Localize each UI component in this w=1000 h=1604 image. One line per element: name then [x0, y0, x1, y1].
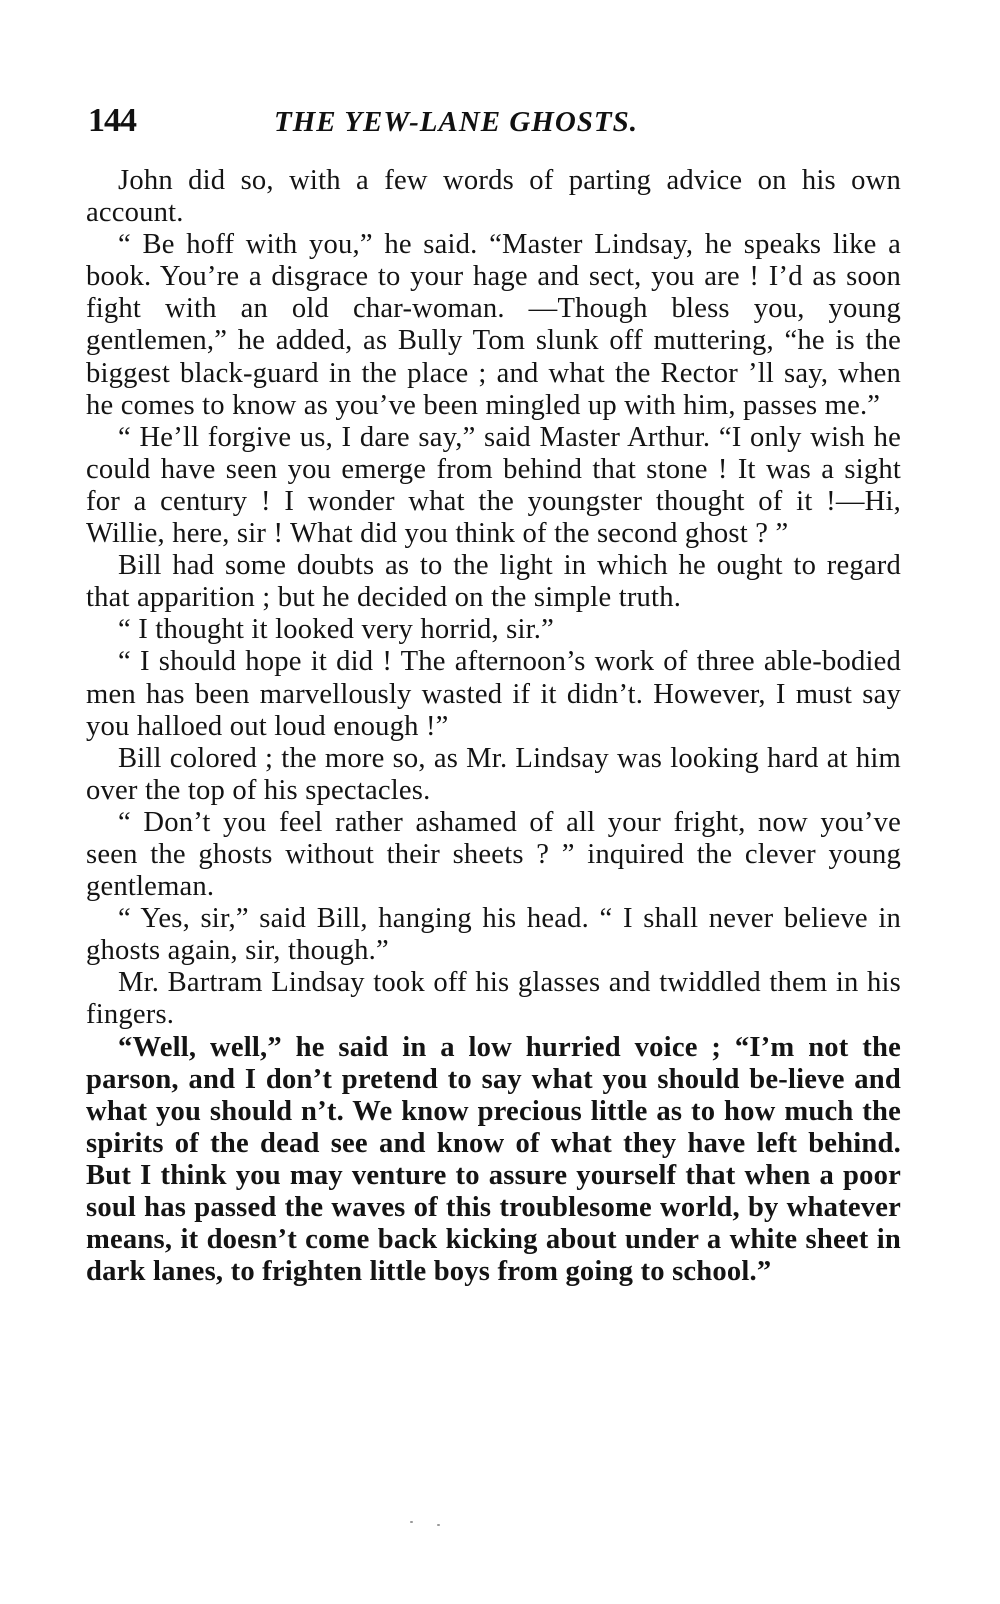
print-speck [410, 1521, 413, 1523]
paragraph: “ I thought it looked very horrid, sir.” [118, 614, 555, 646]
paragraph: Mr. Bartram Lindsay took off his glasses and twiddled them in his fingers. [86, 967, 901, 1031]
body-text [86, 165, 901, 1288]
page-number: 144 [88, 102, 136, 139]
paragraph: “ Be hoff with you,” he said. “Master Lindsay, he speaks like a book. You’re a disgrace to your hage and sect, you are ! I’d as soon fight with an old char-woman. —Though bless you, young gentlemen,” he added, as Bully Tom slunk off muttering, “he is the biggest black-guard in the place ; and what the Rector ’ll say, when he comes to know as you’ve been mingled up with him, passes me.” [86, 229, 901, 421]
paragraph: Bill had some doubts as to the light in which he ought to regard that apparition ; but he decided on the simple truth. [86, 550, 901, 614]
paragraph: Bill colored ; the more so, as Mr. Lindsay was looking hard at him over the top of his spectacles. [86, 742, 901, 806]
paragraph: “ I should hope it did ! The afternoon’s work of three able-bodied men has been marvellously wasted if it didn’t. However, I must say you halloed out loud enough !” [86, 646, 901, 742]
paragraph: “Well, well,” he said in a low hurried voice ; “I’m not the parson, and I don’t pretend to say what you should be-lieve and what you should n’t. We know precious little as to how much the spirits of the dead see and know of what they have left behind. But I think you may venture to assure yourself that when a poor soul has passed the waves of this troublesome world, by whatever means, it doesn’t come back kicking about under a white sheet in dark lanes, to frighten little boys from going to school.” [86, 1031, 901, 1288]
paragraph: “ He’ll forgive us, I dare say,” said Master Arthur. “I only wish he could have seen you emerge from behind that stone ! It was a sight for a century ! I wonder what the youngster thought of it !—Hi, Willie, here, sir ! What did you think of the second ghost ? ” [86, 421, 901, 550]
paragraph: “ Don’t you feel rather ashamed of all your fright, now you’ve seen the ghosts without their sheets ? ” inquired the clever young gentleman. [86, 806, 901, 903]
paragraph: John did so, with a few words of parting advice on his own account. [86, 165, 901, 229]
running-title: THE YEW-LANE GHOSTS. [274, 106, 639, 138]
page-header [88, 96, 908, 146]
print-speck [437, 1524, 440, 1526]
paragraph: “ Yes, sir,” said Bill, hanging his head. “ I shall never believe in ghosts again, sir, though.” [86, 903, 901, 967]
